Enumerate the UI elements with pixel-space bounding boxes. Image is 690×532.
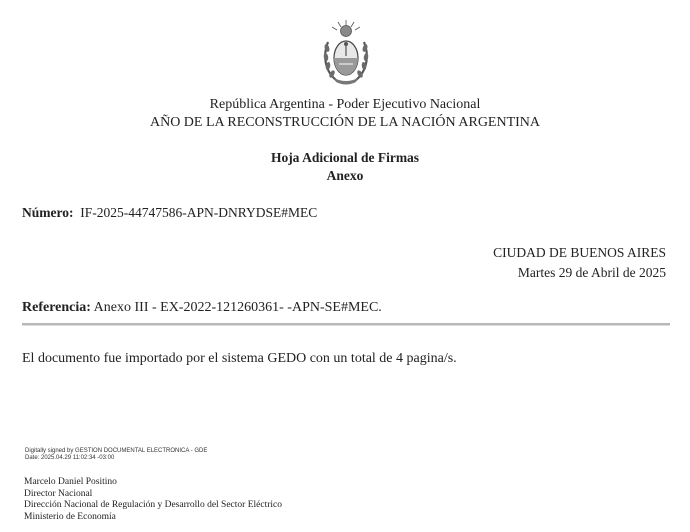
city: CIUDAD DE BUENOS AIRES bbox=[493, 245, 666, 260]
date: Martes 29 de Abril de 2025 bbox=[517, 265, 666, 280]
document-title: Hoja Adicional de Firmas bbox=[270, 150, 420, 165]
digital-signature-stamp bbox=[25, 448, 207, 461]
digital-signature-line-1: Digitally signed by GESTION DOCUMENTAL ELECTRONICA - GDE bbox=[25, 448, 208, 454]
body-text: El documento fue importado por el sistema GEDO con un total de 4 pagina/s. bbox=[22, 351, 457, 366]
signer-ministry: Ministerio de Economía bbox=[24, 511, 116, 522]
digital-signature-line-2: Date: 2025.04.29 11:02:34 -03:00 bbox=[25, 454, 115, 461]
referencia-value: Anexo III - EX-2022-121260361- -APN-SE#MEC. bbox=[93, 300, 382, 315]
numero-value: IF-2025-44747586-APN-DNRYDSE#MEC bbox=[80, 205, 318, 220]
numero-field bbox=[22, 205, 317, 221]
signer-role: Director Nacional bbox=[24, 488, 93, 499]
header-line-2: AÑO DE LA RECONSTRUCCIÓN DE LA NACIÓN ARGENTINA bbox=[149, 115, 541, 130]
signer-office: Dirección Nacional de Regulación y Desarrollo del Sector Eléctrico bbox=[24, 500, 282, 510]
signer-block bbox=[24, 477, 282, 523]
coat-of-arms-icon bbox=[320, 18, 372, 88]
header-line-1: República Argentina - Poder Ejecutivo Nacional bbox=[209, 97, 481, 112]
document-subtitle: Anexo bbox=[326, 168, 364, 183]
divider bbox=[22, 323, 670, 326]
referencia-label: Referencia: bbox=[22, 300, 91, 315]
numero-label: Número: bbox=[22, 205, 74, 220]
referencia-field bbox=[22, 300, 382, 316]
signer-name: Marcelo Daniel Positino bbox=[24, 477, 117, 487]
